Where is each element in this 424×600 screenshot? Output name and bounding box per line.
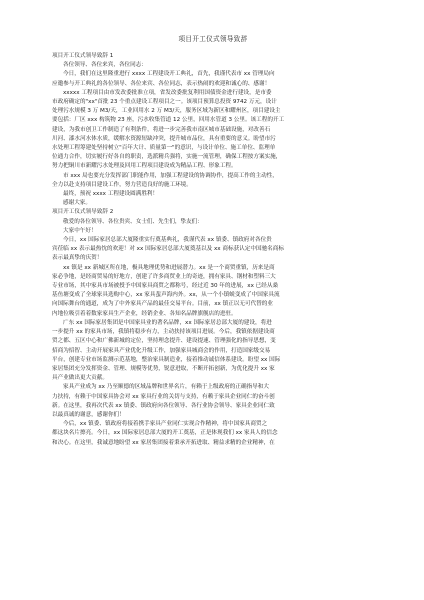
text-line: 水处理工程筹建处坚持树立"百年大计、质量第一"的意识，与设计单位、施工单位、监理单	[52, 145, 276, 152]
text-line: 川河、漆水河水体水质，缓解水资源短缺冲突，提升城市品位，具有重要的意义。盼望市污	[52, 135, 276, 142]
text-line: 处理污水规模 3 万 M3/天，工业回用水 2 万 M3/天，服务区域为新区和耀州区，项目建设主	[52, 108, 281, 115]
text-line: 平台，创建专业市场监测示范基地，整治家具制造业，接着推动诚信体系建设。盼望 xx 国际	[52, 356, 281, 363]
text-line: 家居集团充分发挥资金、管理、规模等优势，锐意进取，不断开拓创新，为优化提升 xx 家	[52, 365, 275, 372]
text-line: 内地位吸引着着数家家具生产企业，经销企业、各知名品牌旗舰店的进驻。	[52, 310, 237, 317]
text-line: 贸之都、五区中心和广佛新城的定位，坚持理念提升、建设提速、管理强化的指导思想，变	[52, 338, 276, 345]
text-line: 表示最真挚的庆贺！	[52, 255, 103, 262]
text-line: 专业市场，其中家具市场被授予中国家具商贸之都称号，经过近 30 年的进展，xx 已经从桑	[52, 283, 279, 290]
text-line: 敬爱的各位领导、各位贵宾、女士们、先生们，挚友们：	[63, 218, 203, 225]
text-line: 家必争地，是经商贸易的好地方，创建了许多商贸业上的奇迹，拥有家具、钢材和塑料三大	[52, 273, 276, 280]
text-line: 市 xxx 局也要充分发挥部门职能作用，加强工程建设的协调协作，提高工作的主动性，	[63, 172, 278, 179]
text-line: 一步提升 xx 的家具市场，我镇将稳步有力，主动扶持该项目进展。今后，我镇依据建设商	[52, 329, 275, 336]
text-line: 新。在这里，我再次代表 xx 镇委、镇政府向各位领导、各行业协会领导、家具企业同仁致	[52, 402, 275, 409]
document-page	[52, 34, 374, 594]
text-line: 全力以赴支持项目建设工作，努力营造良好的施工环境。	[52, 181, 192, 188]
text-line: 努力把铜川市新耀污水处理及回用工程项目建设成为精品工程、形象工程。	[52, 163, 237, 170]
text-line: 位通力合作，切实履行好各自的职责，选派精兵强将，实施一流管理，确保工程按方案实施，	[52, 154, 282, 161]
text-line: 和决心。在这里，我诚意地盼望 xx 家居集团接着秉承开拓进取、精益求精的企业精神，在	[52, 439, 275, 446]
text-line: 以最真诚的谢意，感谢你们！	[52, 411, 125, 418]
text-line: 基鱼塘变成了全球家具选购中心，xx 家具蜚声海内外。xx，从一个小镇蜕变成了中国家具流	[52, 292, 280, 299]
text-line: 招商为招智、主动开展家具产业优化升级工作，加强家具城商会的作用，打造国家级交易	[52, 347, 271, 354]
text-line: 大家中午好！	[63, 227, 97, 234]
text-line: 家具产业成为 xx 乃至顺德的区域品牌和世界名片，有赖于上级政府的正确指导和大	[63, 384, 269, 391]
text-line: 建设，为我市创卫工作制造了有利条件，将进一步完善我市南区城市基础设施，对改善石	[52, 126, 271, 133]
text-line: 向国际舞台的通道，成为了中外家具产品的最佳交易平台。目前，xx 镇正以无可代替的业	[52, 301, 273, 308]
text-line: 应邀参与开工典礼的各位领导、各位来宾、各位同志，表示热闹的欢迎和诚心的、感谢！	[52, 80, 271, 87]
text-line: 具产业做出更大贡献。	[52, 375, 108, 382]
text-line: 最终，预祝 xxxx 工程建设圆满胜利！	[63, 191, 159, 198]
document-body	[52, 52, 374, 448]
text-line: 广东 xx 国际家居集团是中国家具业的著名品牌，xx 国际家居总部大厦的建设，将进	[63, 319, 272, 326]
text-line: 力扶持，有赖于中国家具协会对 xx 家具行业的关切与支持，有赖于家具企业同仁的奋斗创	[52, 393, 275, 400]
text-line: 项目开工仪式领导致辞 2	[52, 209, 114, 216]
text-line: 都这块名片擦亮。今日，xx 国际家居总部大厦的开工奠基，正是体现我们 xx 家具人的信念	[52, 430, 278, 437]
text-line: 今后，xx 镇委、镇政府将接着携手家具产业同仁实现合作精神，将中国家具商贸之	[63, 421, 268, 428]
document-title: 项目开工仪式领导致辞	[178, 35, 248, 43]
text-line: 今日，我们在这里隆重进行 xxxx 工程建设开工典礼，首先，我谨代表市 xx 管理局向	[63, 71, 275, 78]
text-line: 感谢大家。	[63, 200, 91, 207]
text-line: 要包括：厂区 xxx 构筑物 23 座，污水收集管道 12 公里，回用水管道 3 公里。该工程的开工	[52, 117, 285, 124]
text-line: xxxxx 工程项目由市发改委批准立项，省发改委批复利用国债资金进行建设，是市委	[63, 89, 272, 96]
text-line: xx 镇是 xx 新城区所在地，极具地理优势和进展潜力。xx 是一个商贸重镇，历来是商	[63, 264, 275, 271]
text-line: 项目开工仪式领导致辞 1	[52, 53, 114, 59]
text-line: 市政府确定的"xx"首批 23 个重点建设工程项目之一。该项目预算总投资 9742 万元，设计	[52, 99, 277, 106]
text-line: 今日，xx 国际家居总部大厦隆重实行奠基典礼，我谨代表 xx 镇委、镇政府对各位贵	[63, 237, 272, 244]
text-line: 宾莅临 xx 表示最热忱的欢迎！对 xx 国际家居总部大厦奠基以及 xx 商标获认定中国驰名商标	[52, 246, 284, 253]
text-line: 各位领导、各位来宾，各位同志：	[63, 62, 147, 69]
